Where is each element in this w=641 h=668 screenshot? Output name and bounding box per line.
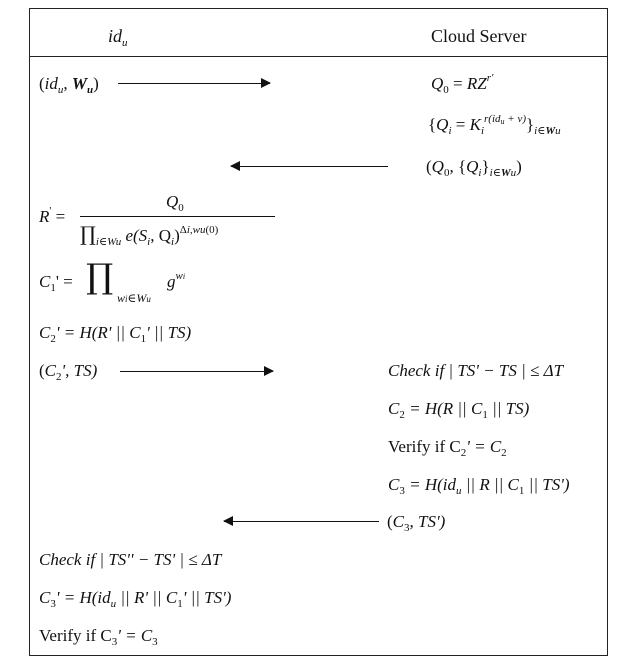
c1-product-symbol: ∏ bbox=[86, 257, 114, 297]
server-timestamp-check: Check if | TS' − TS | ≤ ΔT bbox=[388, 361, 564, 380]
arrow-to-server-2 bbox=[120, 371, 273, 372]
server-q0-formula: $Q_0 = RZ^{r'}$ bbox=[431, 72, 494, 96]
server-party-header: Cloud Server bbox=[431, 26, 527, 46]
user-party-header: $id_u$ bbox=[108, 26, 128, 49]
c1-product-index: wi∈Wu bbox=[117, 291, 151, 305]
c1-product-term: $g^{wi}$ bbox=[167, 270, 186, 291]
header-divider bbox=[29, 56, 608, 57]
server-send-message: ($C_3$, TS') bbox=[387, 512, 446, 534]
server-response-message: ($Q_0$, $\{Q_i\}_{i\in Wu}$) bbox=[426, 157, 522, 179]
server-c2-formula: $C_2 = H(R$ || $C_1$ || TS) bbox=[388, 399, 530, 421]
arrow-to-user-2 bbox=[224, 521, 379, 522]
user-c3-formula: $C_3' = H(id_u$ || R' || $C_1'$ || TS') bbox=[39, 588, 232, 610]
r-prime-denominator: $\prod_{i\in Wu}$ $e(S_i$, $Q_i)^{\Delta i,wu(0)}$ bbox=[80, 222, 219, 248]
r-prime-lhs: R' = bbox=[39, 205, 66, 226]
user-verify-c3: Verify if $C_3' = C_3$ bbox=[39, 626, 158, 648]
arrow-to-user-1 bbox=[231, 166, 388, 167]
arrow-to-server-1 bbox=[118, 83, 270, 84]
c2-prime-formula: $C_2' = H(R'$ || $C_1'$ || TS) bbox=[39, 323, 192, 345]
server-qi-formula: $\{Q_i = K_i^{r(idu + v)}\}_{i\in Wu}$ bbox=[428, 113, 561, 137]
server-c3-formula: $C_3 = H(id_u$ || R || $C_1$ || TS') bbox=[388, 475, 570, 497]
r-prime-numerator: $Q_0$ bbox=[166, 192, 184, 214]
c1-prime-lhs: $C_1'$ = bbox=[39, 272, 73, 294]
r-prime-fraction-bar bbox=[80, 216, 275, 217]
user-send-message: ($C_2'$, TS) bbox=[39, 361, 98, 383]
user-request-message: ($id_u$, $W_u$) bbox=[39, 74, 99, 96]
server-verify-c2: Verify if $C_2' = C_2$ bbox=[388, 437, 507, 459]
user-timestamp-check: Check if | TS'' − TS' | ≤ ΔT bbox=[39, 550, 222, 569]
